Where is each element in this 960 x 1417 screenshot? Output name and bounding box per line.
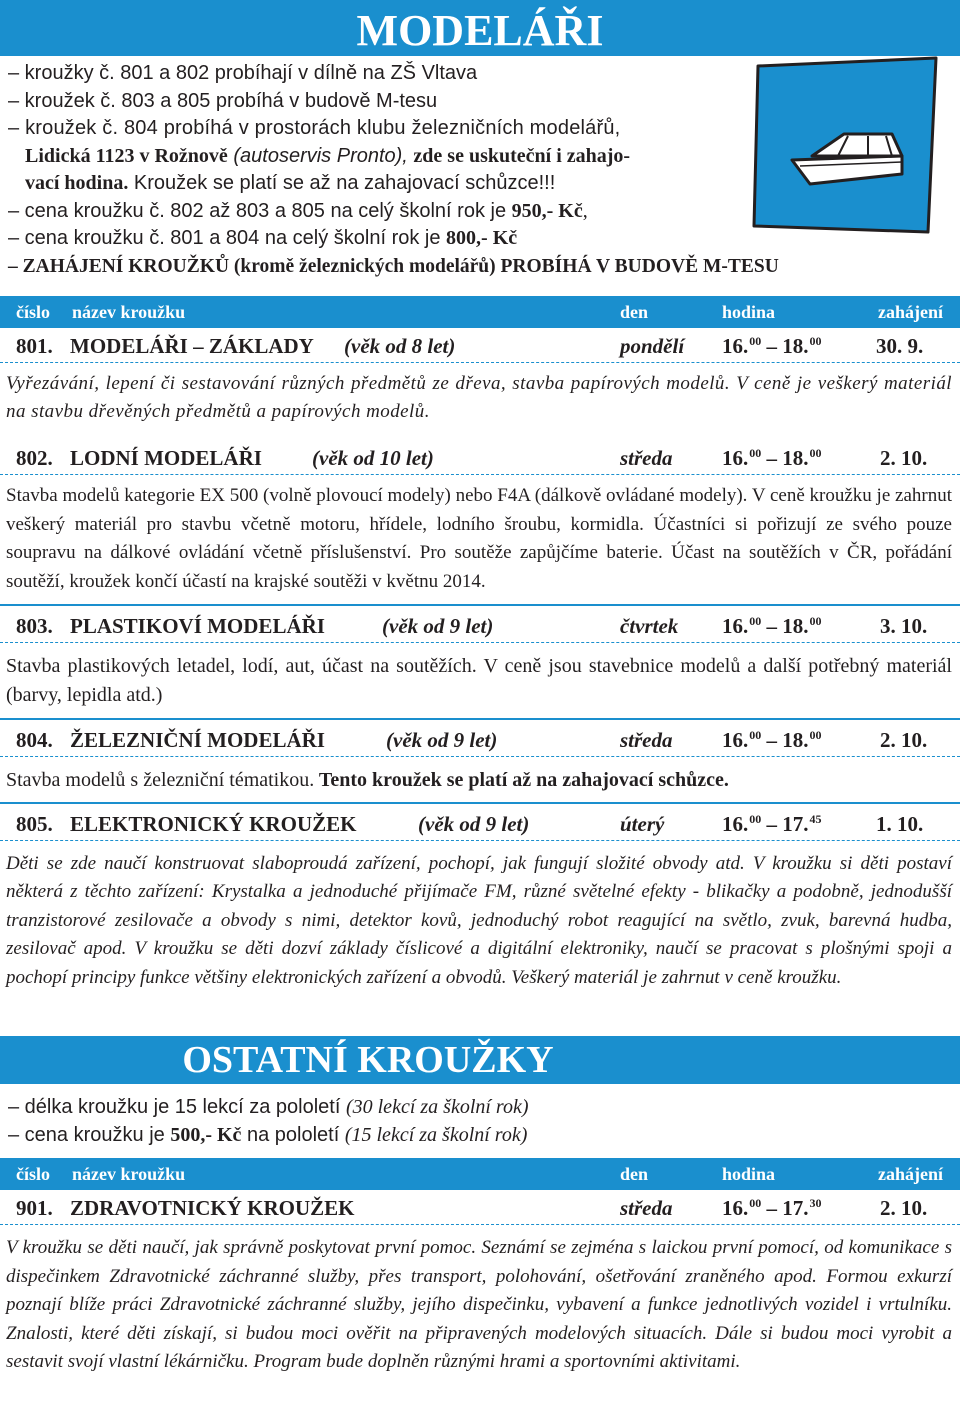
intro-line: – kroužek č. 804 probíhá v prostorách klubu železničních modelářů, bbox=[8, 117, 621, 139]
course-description: Stavba modelů kategorie EX 500 (volně plovoucí modely) nebo F4A (dálkově ovládané modely). V ceně kroužku je zahrnut veškerý materiál pro stavbu včetně motoru, hřídele, lodního šroubu, kormidla. Účastníci si pořizují ze svého pouze soupravu na dálkové ovládání včetně příslušenství. Pro soutěže zapůjčíme baterie. Účast na soutěžích v ČR, pořádání soutěží, kroužek končí účastí na krajské soutěži v květnu 2014. bbox=[6, 485, 952, 592]
section-title: MODELÁŘI bbox=[356, 6, 604, 55]
boat-icon bbox=[752, 56, 942, 238]
intro-line: – kroužek č. 803 a 805 probíhá v budově M-tesu bbox=[8, 89, 438, 112]
course-age: (věk od 9 let) bbox=[382, 614, 494, 638]
table-header bbox=[0, 296, 960, 328]
course-row bbox=[0, 332, 960, 363]
description-note-bold: Tento kroužek se platí až na zahajovací schůzce. bbox=[314, 769, 729, 791]
price-value: 500,- Kč bbox=[170, 1123, 242, 1146]
course-row bbox=[0, 726, 960, 757]
column-header-start: zahájení bbox=[878, 302, 943, 322]
column-header-hour: hodina bbox=[722, 1164, 776, 1184]
column-header-name: název kroužku bbox=[72, 302, 186, 322]
description-text: Stavba modelů s železniční tématikou. bbox=[6, 769, 315, 791]
course-age: (věk od 9 let) bbox=[418, 812, 530, 836]
course-name: LODNÍ MODELÁŘI bbox=[70, 446, 262, 470]
course-name: PLASTIKOVÍ MODELÁŘI bbox=[70, 614, 325, 638]
section-divider bbox=[0, 718, 960, 720]
course-time: 16.00 – 18.00 bbox=[722, 334, 822, 358]
course-description: Vyřezávání, lepení či sestavování různých předmětů ze dřeva, stavba papírových modelů. V ceně je veškerý materiál na stavbu dřevěných předmětů a papírových modelů. bbox=[6, 373, 952, 422]
course-time: 16.00 – 17.30 bbox=[722, 1196, 822, 1220]
intro-line bbox=[8, 1122, 529, 1150]
course-description: Děti se zde naučí konstruovat slaboproudá zařízení, pochopí, jak fungují složité obvody atd. V kroužku si děti postaví některá z těchto zařízení: Krystalka a jednoduché přijímače FM, různé světelné efekty - blikačky a podobně, jednodušší tranzistorové zesilovače a obvody s nimi, detektor kovů, jednoduchý robot reagující na světlo, zvuk, barevná hudba, zesilovač apod. V kroužku se děti dozví základy číslicové a digitální elektroniky, naučí se pracovat s plošnými spoji a pochopí principy funkce většiny elektronických zařízení a obvodů. Veškerý materiál je zahrnut v ceně kroužku. bbox=[6, 853, 952, 988]
intro-text-bold: vací hodina. bbox=[25, 172, 129, 194]
intro-note-bold: zde se uskuteční i zahajo- bbox=[413, 144, 631, 167]
course-time: 16.00 – 18.00 bbox=[722, 446, 822, 470]
course-age: (věk od 9 let) bbox=[386, 728, 498, 752]
price-value: 800,- Kč bbox=[446, 227, 518, 249]
column-header-number: číslo bbox=[16, 302, 50, 322]
column-header-start: zahájení bbox=[878, 1164, 943, 1184]
intro-line bbox=[8, 1094, 529, 1122]
course-day: středa bbox=[620, 728, 673, 752]
price-comma: , bbox=[582, 199, 588, 222]
course-time: 16.00 – 18.00 bbox=[722, 614, 822, 638]
course-name: ELEKTRONICKÝ KROUŽEK bbox=[70, 812, 357, 836]
intro-line bbox=[8, 170, 779, 198]
course-description bbox=[6, 766, 952, 795]
price-text: – cena kroužku č. 801 a 804 na celý školní rok je bbox=[8, 227, 447, 249]
column-header-day: den bbox=[620, 302, 649, 322]
course-age: (věk od 8 let) bbox=[344, 334, 456, 358]
course-row bbox=[0, 444, 960, 475]
course-day: středa bbox=[620, 446, 673, 470]
course-number: 804. bbox=[16, 728, 53, 752]
course-time: 16.00 – 18.00 bbox=[722, 728, 822, 752]
section-divider bbox=[0, 802, 960, 804]
course-number: 801. bbox=[16, 334, 53, 358]
section-title-banner bbox=[0, 0, 960, 56]
course-number: 803. bbox=[16, 614, 53, 638]
intro-line: – ZAHÁJENÍ KROUŽKŮ (kromě železnických modelářů) PROBÍHÁ V BUDOVĚ M-TESU bbox=[8, 255, 779, 277]
intro-line bbox=[8, 225, 779, 253]
intro-line bbox=[8, 143, 779, 171]
course-time: 16.00 – 17.45 bbox=[722, 812, 822, 836]
column-header-name: název kroužku bbox=[72, 1164, 186, 1184]
course-name: ŽELEZNIČNÍ MODELÁŘI bbox=[70, 728, 325, 752]
intro-note: (autoservis Pronto), bbox=[227, 144, 414, 167]
course-row bbox=[0, 810, 960, 841]
course-description: Stavba plastikových letadel, lodí, aut, účast na soutěžích. V ceně jsou stavebnice modelů a další potřebný materiál (barvy, lepidla atd.) bbox=[6, 655, 952, 706]
price-value: 950,- Kč bbox=[511, 199, 583, 222]
course-day: úterý bbox=[620, 812, 665, 836]
course-day: středa bbox=[620, 1196, 673, 1220]
section-title: OSTATNÍ KROUŽKY bbox=[182, 1039, 554, 1081]
course-start: 30. 9. bbox=[876, 334, 924, 358]
intro-line bbox=[8, 198, 779, 226]
course-name: ZDRAVOTNICKÝ KROUŽEK bbox=[70, 1196, 355, 1220]
course-number: 901. bbox=[16, 1196, 53, 1220]
column-header-hour: hodina bbox=[722, 302, 776, 322]
intro-address: Lidická 1123 v Rožnově bbox=[25, 144, 228, 167]
course-start: 2. 10. bbox=[880, 1196, 928, 1220]
course-row bbox=[0, 612, 960, 643]
other-intro-block bbox=[8, 1094, 529, 1149]
price-text-tail: na pololetí bbox=[241, 1123, 345, 1146]
course-name: MODELÁŘI – ZÁKLADY bbox=[70, 334, 314, 358]
course-number: 805. bbox=[16, 812, 53, 836]
intro-line: – kroužky č. 801 a 802 probíhají v dílně na ZŠ Vltava bbox=[8, 62, 478, 84]
price-text: – cena kroužku č. 802 až 803 a 805 na celý školní rok je bbox=[8, 199, 512, 222]
price-note: (15 lekcí za školní rok) bbox=[344, 1123, 528, 1146]
length-text: – délka kroužku je 15 lekcí za pololetí bbox=[8, 1096, 346, 1118]
intro-text: Kroužek se platí se až na zahajovací schůzce!!! bbox=[128, 172, 556, 194]
course-start: 3. 10. bbox=[880, 614, 928, 638]
course-start: 2. 10. bbox=[880, 446, 928, 470]
course-row bbox=[0, 1194, 960, 1225]
course-description: V kroužku se děti naučí, jak správně poskytovat první pomoc. Seznámí se zejména s laickou první pomocí, od komunikace s dispečinkem Zdravotnické záchranné služby, přes transport, polohování, ošetřování zraněného apod. Formou exkurzí poznají blíže práci Zdravotnické záchranné služby, jejího dispečinku, vybavení a funkce jednotlivých vozidel i vrtulníku. Znalosti, které děti získají, si budou moci ověřit na připravených modelových situacích. Dále si budou moci vyrobit a sestavit svojí vlastní lékárničku. Program bude doplněn různými hrami a sportovními aktivitami. bbox=[6, 1237, 952, 1372]
column-header-day: den bbox=[620, 1164, 649, 1184]
course-number: 802. bbox=[16, 446, 53, 470]
column-header-number: číslo bbox=[16, 1164, 50, 1184]
section-title-banner bbox=[0, 1036, 960, 1084]
course-day: čtvrtek bbox=[620, 614, 679, 638]
course-age: (věk od 10 let) bbox=[312, 446, 434, 470]
length-note: (30 lekcí za školní rok) bbox=[345, 1096, 529, 1118]
price-text: – cena kroužku je bbox=[8, 1123, 171, 1146]
course-start: 2. 10. bbox=[880, 728, 928, 752]
table-header bbox=[0, 1158, 960, 1190]
intro-block bbox=[8, 60, 779, 280]
section-divider bbox=[0, 604, 960, 606]
course-start: 1. 10. bbox=[876, 812, 924, 836]
course-day: pondělí bbox=[620, 334, 685, 358]
